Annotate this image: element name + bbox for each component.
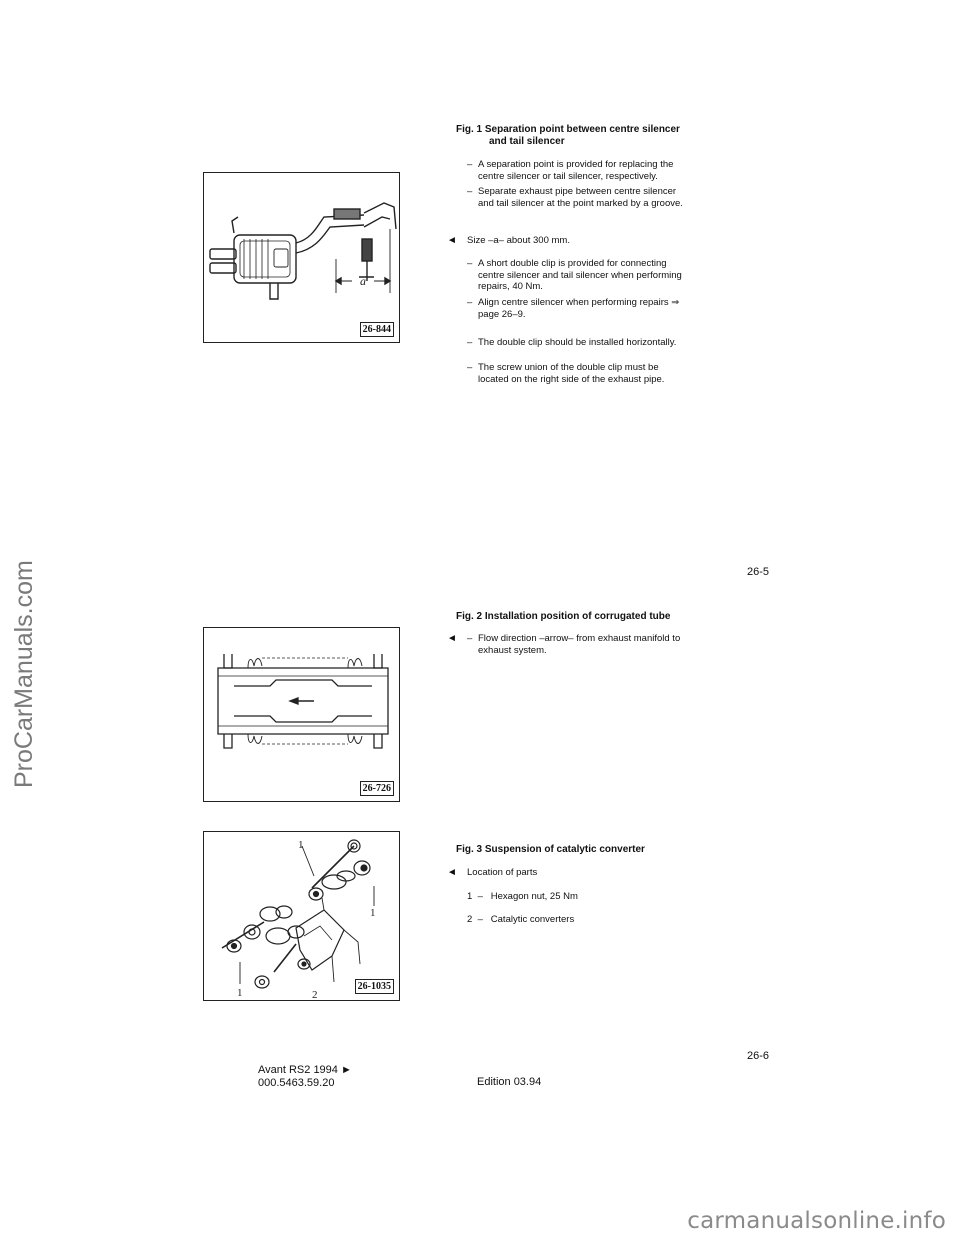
footer-model-info bbox=[258, 1064, 352, 1090]
figure-1-item-line: Separate exhaust pipe between centre silencer bbox=[478, 186, 677, 197]
figure-2-item-text: Flow direction –arrow– from exhaust manifold to exhaust system. bbox=[478, 633, 681, 656]
callout-1-top: 1 bbox=[298, 839, 304, 851]
part-2-number: 2 bbox=[467, 914, 473, 925]
figure-number-26-726: 26-726 bbox=[360, 781, 394, 796]
figure-1-item-text bbox=[478, 258, 682, 293]
figure-1-item-line: page 26–9. bbox=[478, 308, 526, 320]
figure-1-item-line: repairs, 40 Nm. bbox=[478, 281, 543, 292]
figure-1-item-text bbox=[478, 337, 676, 349]
callout-2-bottom: 2 bbox=[312, 989, 318, 1000]
footer-model: Avant RS2 1994 ► bbox=[258, 1064, 352, 1076]
figure-number-26-1035: 26-1035 bbox=[355, 979, 394, 994]
figure-2-corrugated-tube bbox=[203, 627, 400, 802]
part-1-desc: Hexagon nut, 25 Nm bbox=[490, 891, 578, 902]
footer-edition: Edition 03.94 bbox=[477, 1076, 542, 1088]
catalytic-suspension-illustration bbox=[204, 832, 399, 1000]
figure-1-item-line: Size –a– about 300 mm. bbox=[467, 235, 570, 246]
figure-1-exhaust-silencer bbox=[203, 172, 400, 343]
item-dash: – bbox=[467, 258, 473, 269]
figure-1-item-line: centre silencer and tail silencer when performing bbox=[478, 269, 682, 281]
item-dash: – bbox=[467, 362, 473, 373]
figure-1-item-line: A short double clip is provided for connecting bbox=[478, 258, 667, 269]
figure-2-pointer-arrow: ◄ bbox=[447, 633, 457, 644]
silencer-illustration bbox=[204, 173, 399, 342]
figure-3-pointer-arrow: ◄ bbox=[447, 867, 457, 878]
figure-1-item-line: The screw union of the double clip must be bbox=[478, 362, 659, 373]
figure-number-26-844: 26-844 bbox=[360, 322, 394, 337]
item-dash: – bbox=[467, 159, 473, 170]
callout-1-bottom: 1 bbox=[237, 987, 243, 999]
callout-1-right: 1 bbox=[370, 907, 376, 919]
figure-1-item-text bbox=[478, 297, 679, 320]
figure-1-item-text bbox=[478, 186, 683, 209]
figure-3-catalytic-suspension bbox=[203, 831, 400, 1001]
bottom-watermark: carmanualsonline.info bbox=[687, 1208, 946, 1234]
item-dash: – bbox=[467, 297, 473, 308]
figure-3-caption: Fig. 3 Suspension of catalytic converter bbox=[456, 844, 645, 855]
figure-2-item-marker: – bbox=[467, 633, 473, 644]
part-1-number: 1 bbox=[467, 891, 473, 902]
figure-1-item-text bbox=[467, 235, 570, 247]
page-number-top: 26-5 bbox=[747, 566, 770, 578]
figure-3-intro: Location of parts bbox=[467, 867, 538, 878]
figure-2-caption: Fig. 2 Installation position of corrugated tube bbox=[456, 611, 671, 622]
footer-part-number: 000.5463.59.20 bbox=[258, 1077, 335, 1089]
side-watermark-text: ProCarManuals.com bbox=[10, 560, 38, 788]
item-dash: – bbox=[467, 186, 473, 197]
item-dash: – bbox=[467, 337, 473, 348]
figure-1-item-text bbox=[478, 159, 673, 182]
pointer-arrow: ◄ bbox=[447, 235, 457, 246]
figure-1-item-line: located on the right side of the exhaust pipe. bbox=[478, 373, 665, 385]
corrugated-tube-illustration bbox=[204, 628, 399, 801]
part-2-row: 2 – Catalytic converters bbox=[467, 914, 575, 925]
figure-1-item-line: centre silencer or tail silencer, respectively. bbox=[478, 170, 658, 182]
page-number-bottom: 26-6 bbox=[747, 1050, 770, 1062]
figure-1-item-line: A separation point is provided for replacing the bbox=[478, 159, 674, 170]
figure-1-item-line: The double clip should be installed horizontally. bbox=[478, 337, 677, 348]
part-1-row: 1 – Hexagon nut, 25 Nm bbox=[467, 891, 578, 902]
figure-1-item-line: Align centre silencer when performing repairs ⇒ bbox=[478, 297, 680, 308]
dimension-a-label: a bbox=[360, 274, 366, 288]
figure-1-item-line: and tail silencer at the point marked by a groove. bbox=[478, 197, 683, 209]
figure-1-item-text bbox=[478, 362, 664, 385]
figure-1-text bbox=[456, 124, 716, 148]
part-2-desc: Catalytic converters bbox=[490, 914, 575, 925]
figure-1-caption: Fig. 1 Separation point between centre silencer and tail silencer bbox=[456, 124, 680, 147]
